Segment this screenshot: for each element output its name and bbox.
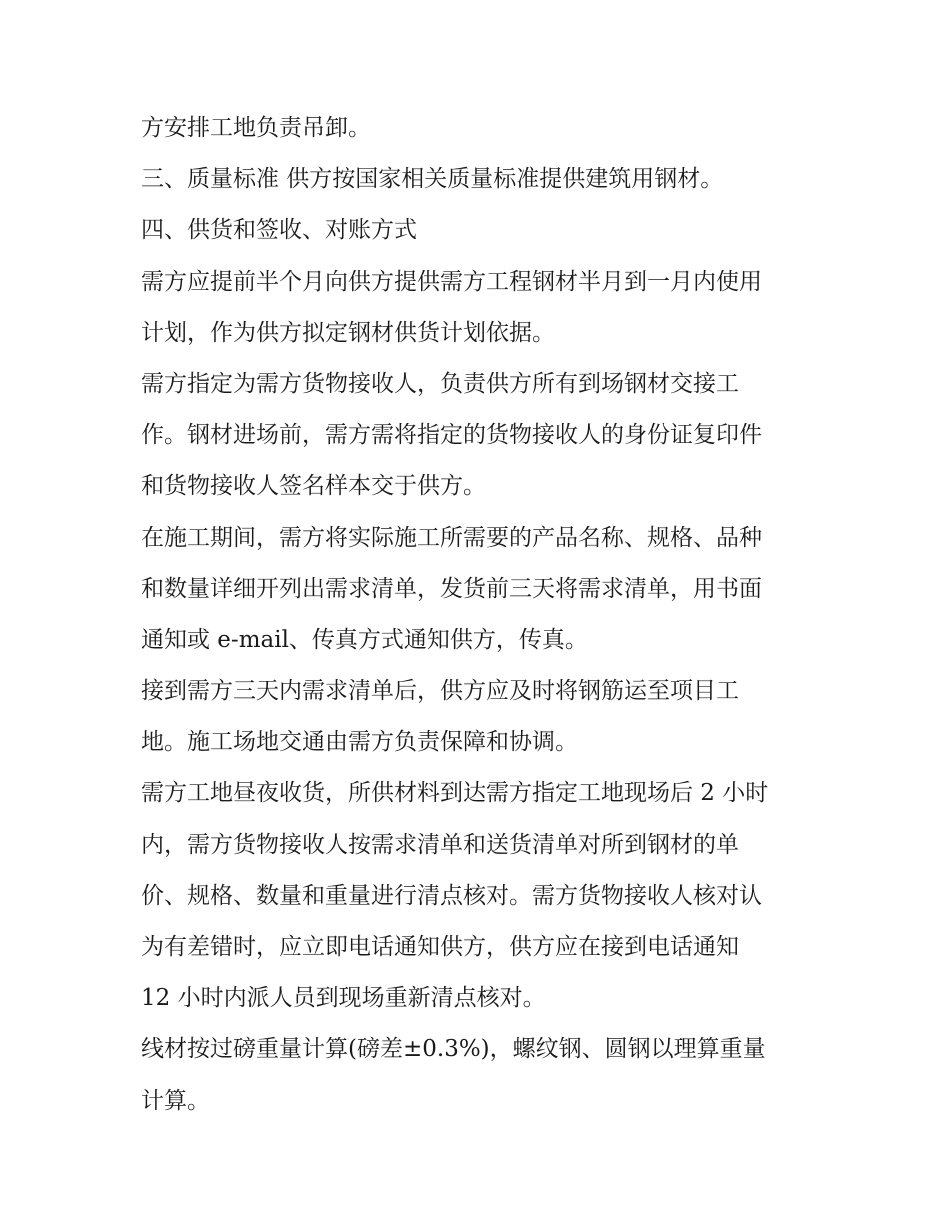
text-line: 接到需方三天内需求清单后，供方应及时将钢筋运至项目工 (141, 678, 739, 705)
text-line: 在施工期间，需方将实际施工所需要的产品名称、规格、品种 (141, 524, 762, 551)
section-heading: 四、供货和签收、对账方式 (141, 217, 417, 244)
text-line: 内，需方货物接收人按需求清单和送货清单对所到钢材的单 (141, 831, 739, 858)
text-line: 地。施工场地交通由需方负责保障和协调。 (141, 729, 578, 756)
text-line: 通知或 e-mail、传真方式通知供方，传真。 (141, 626, 588, 653)
text-line: 计算。 (141, 1087, 210, 1114)
text-line: 三、质量标准 供方按国家相关质量标准提供建筑用钢材。 (141, 166, 724, 193)
text-line: 需方指定为需方货物接收人，负责供方所有到场钢材交接工 (141, 370, 739, 397)
text-line: 需方工地昼夜收货，所供材料到达需方指定工地现场后 2 小时 (141, 780, 769, 807)
text-line: 和数量详细开列出需求清单，发货前三天将需求清单，用书面 (141, 575, 762, 602)
text-line: 需方应提前半个月向供方提供需方工程钢材半月到一月内使用 (141, 268, 762, 295)
text-line: 线材按过磅重量计算(磅差±0.3%)，螺纹钢、圆钢以理算重量 (141, 1036, 766, 1063)
document-body (141, 103, 821, 1127)
text-line: 价、规格、数量和重量进行清点核对。需方货物接收人核对认 (141, 882, 762, 909)
text-line: 为有差错时，应立即电话通知供方，供方应在接到电话通知 (141, 934, 739, 960)
text-line: 方安排工地负责吊卸。 (141, 115, 371, 141)
text-line: 和货物接收人签名样本交于供方。 (141, 473, 486, 500)
text-line: 计划，作为供方拟定钢材供货计划依据。 (141, 319, 555, 346)
text-line: 作。钢材进场前，需方需将指定的货物接收人的身份证复印件 (141, 422, 762, 449)
text-line: 12 小时内派人员到现场重新清点核对。 (141, 985, 546, 1012)
